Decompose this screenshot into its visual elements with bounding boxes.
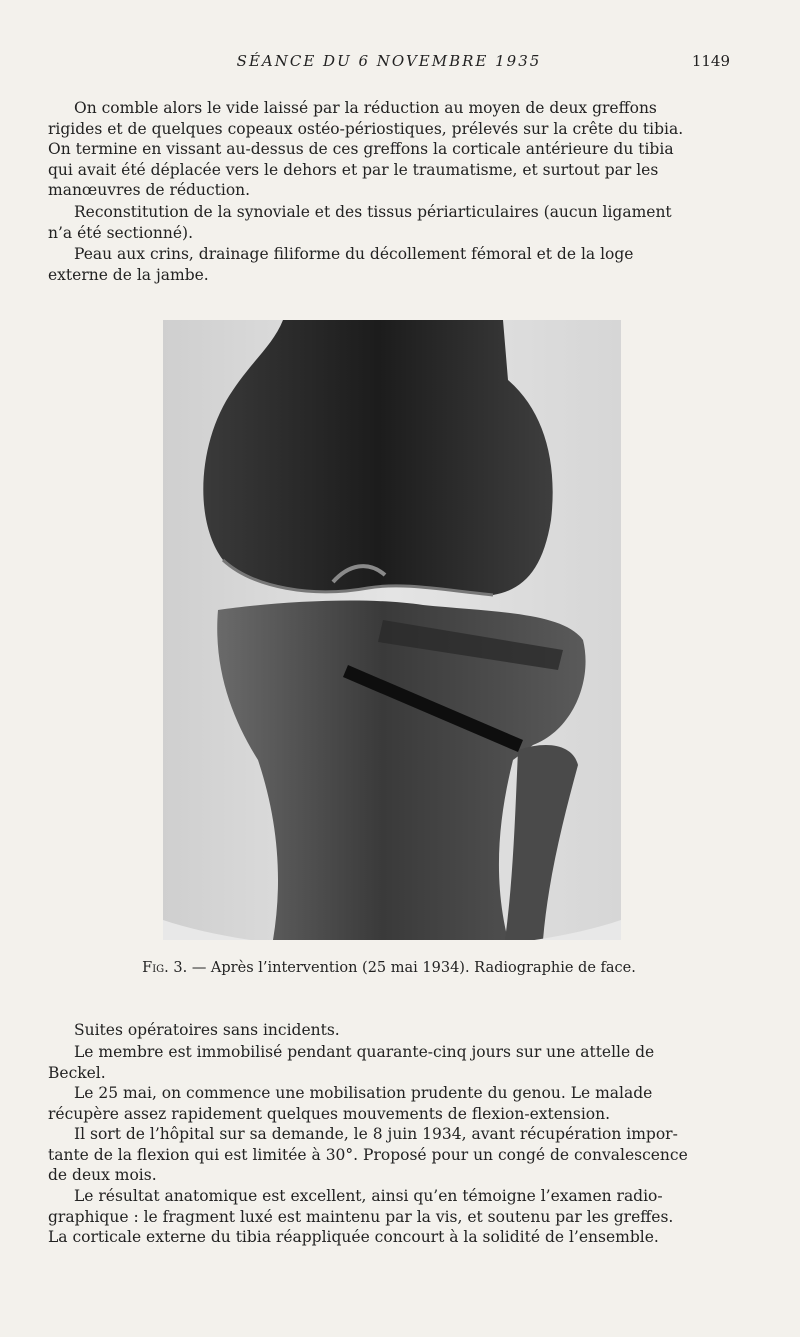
paragraph-sortie: [48, 1124, 730, 1186]
text-line: Suites opératoires sans incidents.: [74, 1021, 340, 1039]
paragraph-mobilisation: [48, 1083, 730, 1124]
text-line: qui avait été déplacée vers le dehors et par le traumatisme, et surtout par les: [48, 160, 659, 179]
text-line: n’a été sectionné).: [48, 223, 194, 242]
paragraph-drainage: [48, 244, 730, 285]
text-line: Peau aux crins, drainage filiforme du décollement fémoral et de la loge: [74, 245, 634, 263]
text-line: Le résultat anatomique est excellent, ainsi qu’en témoigne l’examen radio-: [74, 1187, 663, 1205]
figure-caption: [48, 960, 730, 976]
text-line: Il sort de l’hôpital sur sa demande, le 8 juin 1934, avant récupération impor-: [74, 1125, 678, 1143]
text-line: manœuvres de réduction.: [48, 181, 251, 199]
text-line: de deux mois.: [48, 1166, 157, 1184]
figure-caption-text: — Après l’intervention (25 mai 1934). Radiographie de face.: [191, 960, 636, 976]
running-title: SÉANCE DU 6 NOVEMBRE 1935: [236, 52, 542, 70]
paragraph-suites: [48, 1020, 730, 1041]
page-number: 1149: [691, 52, 730, 70]
running-header: [48, 52, 730, 76]
text-line: Reconstitution de la synoviale et des tissus périarticulaires (aucun ligament: [74, 203, 672, 221]
paragraph-graft: [48, 98, 730, 201]
text-line: récupère assez rapidement quelques mouvements de flexion-extension.: [48, 1104, 611, 1123]
paragraph-immobilise: [48, 1042, 730, 1083]
text-line: Le 25 mai, on commence une mobilisation prudente du genou. Le malade: [74, 1084, 653, 1102]
text-line: rigides et de quelques copeaux ostéo-périostiques, prélevés sur la crête du tibia.: [48, 119, 684, 138]
paragraph-synovial: [48, 202, 730, 243]
text-line: On termine en vissant au-dessus de ces greffons la corticale antérieure du tibia: [48, 140, 674, 158]
paragraph-resultat: [48, 1186, 730, 1248]
text-line: Beckel.: [48, 1063, 106, 1082]
knee-radiograph-figure: [163, 320, 621, 940]
figure-label: Fig. 3.: [142, 960, 188, 976]
text-line: graphique : le fragment luxé est maintenu par la vis, et soutenu par les greffes.: [48, 1207, 674, 1226]
knee-radiograph-image: [163, 320, 621, 940]
text-line: La corticale externe du tibia réappliquée concourt à la solidité de l’ensemble.: [48, 1228, 659, 1246]
text-line: On comble alors le vide laissé par la réduction au moyen de deux greffons: [74, 99, 657, 117]
text-line: Le membre est immobilisé pendant quarante-cinq jours sur une attelle de: [74, 1043, 655, 1061]
text-line: tante de la flexion qui est limitée à 30°. Proposé pour un congé de convalescence: [48, 1145, 688, 1164]
text-line: externe de la jambe.: [48, 265, 209, 284]
